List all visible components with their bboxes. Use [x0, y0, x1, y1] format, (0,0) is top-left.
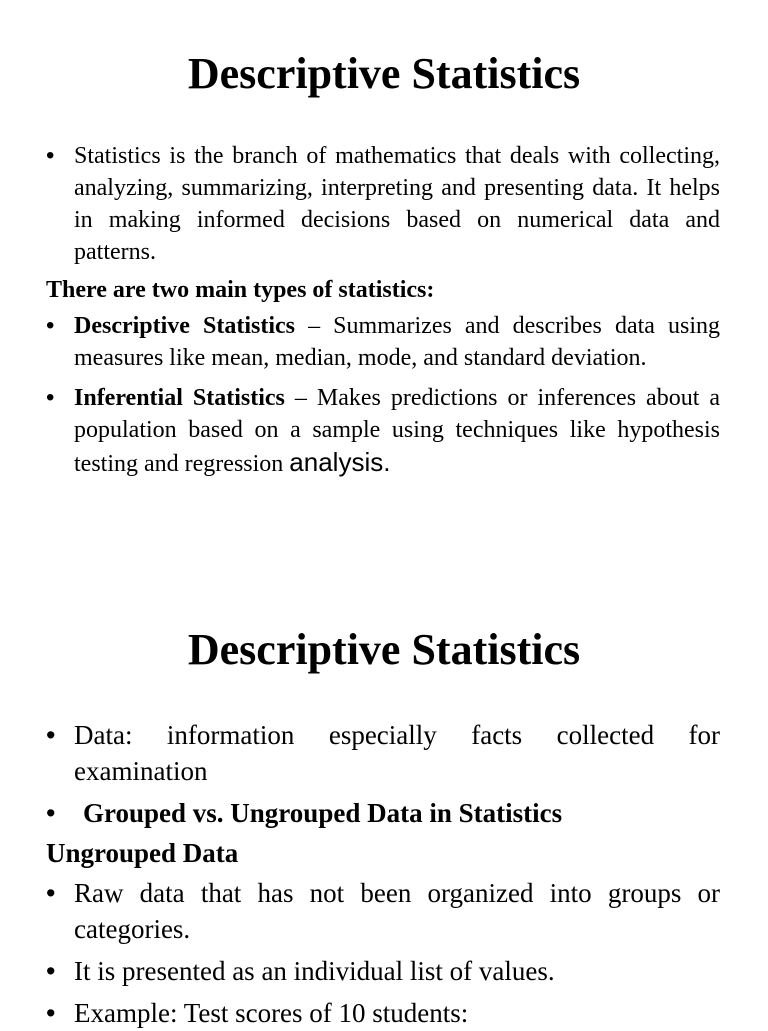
list-item: [46, 717, 720, 789]
term-descriptive: Descriptive Statistics: [74, 313, 296, 339]
list-item: [46, 140, 720, 268]
list-item: [46, 795, 720, 831]
dash: –: [284, 385, 317, 411]
intro-text: Statistics is the branch of mathematics that deals with collecting, analyzing, summarizing, interpreting and presenting data. It helps in making informed decisions based on numerical data and patterns.: [74, 143, 720, 265]
ungrouped-point: It is presented as an individual list of values.: [74, 956, 555, 986]
definition-inferential: Makes predictions or inferences about a population based on a sample using techniques like hypothesis testing and regression: [74, 385, 721, 477]
dash: –: [295, 313, 334, 339]
definition-inferential-end: analysis.: [289, 447, 391, 477]
types-heading: There are two main types of statistics:: [46, 277, 435, 303]
slide-body: [46, 717, 720, 1031]
grouped-heading: Grouped vs. Ungrouped Data in Statistics: [83, 798, 563, 828]
list-item: [46, 310, 720, 374]
slide-2: [0, 576, 768, 1028]
slide-body: [46, 140, 720, 480]
list-item: [46, 995, 720, 1031]
term-inferential: Inferential Statistics: [74, 385, 285, 411]
definition-descriptive: Summarizes and describes data using measures like mean, median, mode, and standard deviation.: [74, 313, 721, 371]
ungrouped-point: Raw data that has not been organized into groups or categories.: [74, 878, 720, 944]
list-item: [46, 875, 720, 947]
ungrouped-point: Example: Test scores of 10 students:: [74, 998, 469, 1028]
list-item: [46, 953, 720, 989]
data-definition: Data: information especially facts collected for examination: [74, 720, 720, 786]
ungrouped-heading: Ungrouped Data: [46, 838, 239, 868]
slide-title: Descriptive Statistics: [187, 49, 581, 98]
slide-title: Descriptive Statistics: [187, 625, 581, 674]
list-item: [46, 382, 720, 480]
